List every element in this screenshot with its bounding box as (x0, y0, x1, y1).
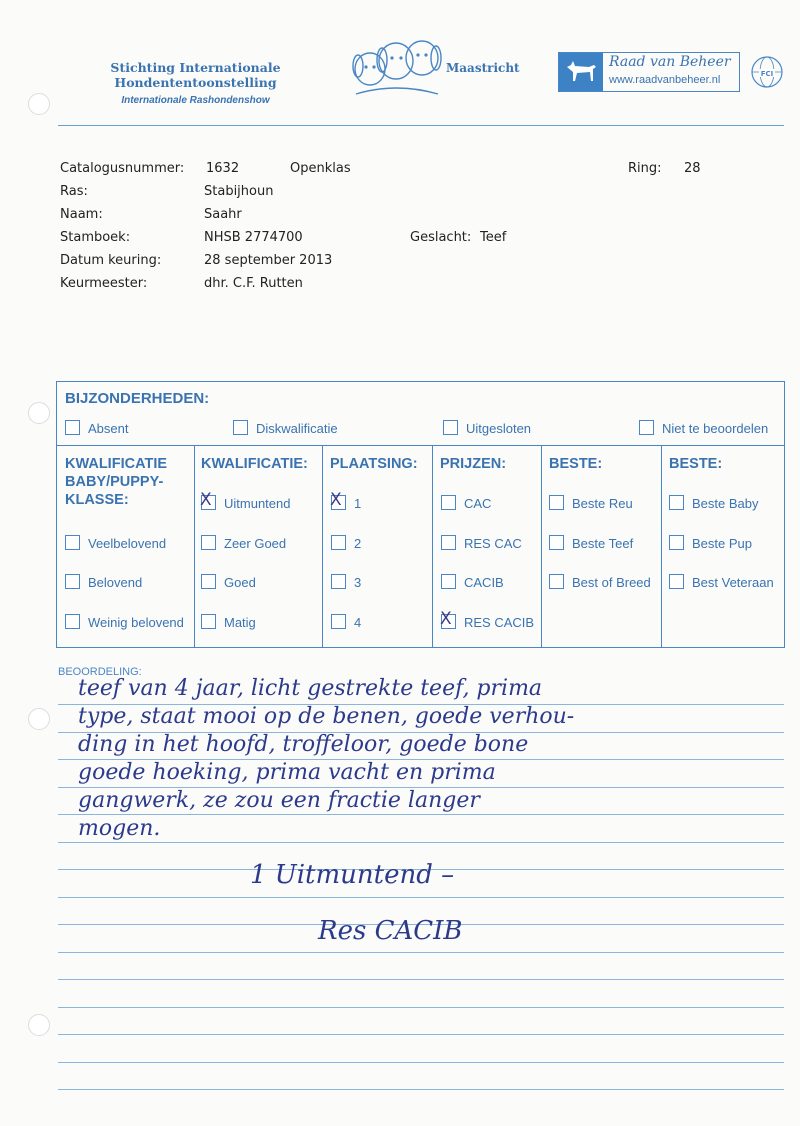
judgement-result: 1 Uitmuntend – (250, 860, 455, 890)
option-label: RES CACIB (464, 615, 535, 630)
checkbox[interactable] (549, 574, 564, 589)
option-goed[interactable] (201, 574, 256, 590)
option-label: RES CAC (464, 536, 522, 551)
punch-hole (28, 402, 50, 424)
option-label: Uitgesloten (466, 421, 532, 436)
option-place-4[interactable] (331, 614, 361, 630)
column-divider (541, 445, 542, 647)
option-label: 3 (354, 575, 362, 590)
punch-hole (28, 1014, 50, 1036)
option-label: 1 (354, 496, 362, 511)
org-subtitle: Internationale Rashondenshow (121, 95, 270, 106)
checkbox[interactable] (65, 574, 80, 589)
option-label: CAC (464, 496, 492, 511)
column-divider (322, 445, 323, 647)
option-place-1[interactable] (331, 495, 361, 511)
ruled-line (58, 1089, 784, 1090)
option-label: Niet te beoordelen (662, 421, 769, 436)
col-header-baby-puppy: KWALIFICATIE BABY/PUPPY-KLASSE: (65, 456, 168, 508)
checkbox[interactable] (443, 420, 458, 435)
judge-value: dhr. C.F. Rutten (204, 276, 303, 291)
option-label: Beste Reu (572, 496, 633, 511)
rvb-logo (558, 52, 740, 92)
option-label: Diskwalificatie (256, 421, 338, 436)
special-excluded[interactable] (443, 420, 531, 436)
checkbox[interactable] (441, 574, 456, 589)
breed-value: Stabijhoun (204, 184, 274, 199)
form-divider (57, 445, 784, 446)
option-belovend[interactable] (65, 574, 142, 590)
checkbox[interactable] (331, 614, 346, 629)
date-value: 28 september 2013 (204, 253, 333, 268)
ring-value: 28 (684, 161, 701, 176)
org-name: Stichting Internationale Hondententoonstelling (110, 60, 281, 90)
checkbox[interactable] (331, 574, 346, 589)
checkbox-checked[interactable] (201, 495, 216, 510)
studbook-label: Stamboek: (60, 230, 131, 245)
option-label: Veelbelovend (88, 536, 167, 551)
fci-globe-icon (750, 54, 784, 90)
option-label: Best Veteraan (692, 575, 774, 590)
catalog-label: Catalogusnummer: (60, 161, 185, 176)
ruled-line (58, 814, 784, 815)
col-header-prizes: PRIJZEN: (440, 456, 507, 472)
ruled-line (58, 979, 784, 980)
header-city: Maastricht (446, 61, 520, 75)
ruled-line (58, 952, 784, 953)
judge-label: Keurmeester: (60, 276, 148, 291)
ruled-line (58, 1007, 784, 1008)
option-label: Best of Breed (572, 575, 651, 590)
option-label: Beste Baby (692, 496, 759, 511)
judgement-line: type, staat mooi op de benen, goede verhou- (78, 704, 575, 729)
judgement-line: mogen. (78, 816, 161, 841)
option-matig[interactable] (201, 614, 256, 630)
option-beste-teef[interactable] (549, 535, 633, 551)
option-place-2[interactable] (331, 535, 361, 551)
judgement-prize: Res CACIB (318, 916, 463, 946)
catalog-value: 1632 (206, 161, 240, 176)
ruled-line (58, 897, 784, 898)
column-divider (194, 445, 195, 647)
fci-label: FCI (760, 70, 774, 78)
option-label: 2 (354, 536, 362, 551)
option-cac[interactable] (441, 495, 491, 511)
option-label: Goed (224, 575, 256, 590)
sex-value: Teef (480, 230, 507, 245)
col-header-best-2: BESTE: (669, 456, 723, 472)
special-absent[interactable] (65, 420, 128, 436)
option-place-3[interactable] (331, 574, 361, 590)
breed-label: Ras: (60, 184, 88, 199)
checkbox[interactable] (331, 535, 346, 550)
checkbox[interactable] (201, 535, 216, 550)
ruled-line (58, 1062, 784, 1063)
option-weinig-belovend[interactable] (65, 614, 184, 630)
puppies-logo-icon (348, 36, 443, 98)
checkbox[interactable] (639, 420, 654, 435)
column-divider (661, 445, 662, 647)
assessment-form (56, 381, 785, 648)
name-label: Naam: (60, 207, 103, 222)
option-best-veteraan[interactable] (669, 574, 774, 590)
special-title: BIJZONDERHEDEN: (65, 390, 210, 407)
punch-hole (28, 708, 50, 730)
checkbox[interactable] (669, 495, 684, 510)
option-uitmuntend[interactable] (201, 495, 290, 511)
option-label: Absent (88, 421, 129, 436)
judgement-line: gangwerk, ze zou een fractie langer (78, 788, 480, 813)
option-beste-pup[interactable] (669, 535, 752, 551)
date-label: Datum keuring: (60, 253, 162, 268)
checkbox[interactable] (669, 535, 684, 550)
name-value: Saahr (204, 207, 242, 222)
checkbox[interactable] (549, 535, 564, 550)
checkbox[interactable] (65, 614, 80, 629)
option-label: Belovend (88, 575, 143, 590)
rvb-website: www.raadvanbeheer.nl (609, 74, 721, 86)
org-block (58, 60, 333, 106)
checkbox[interactable] (549, 495, 564, 510)
studbook-value: NHSB 2774700 (204, 230, 303, 245)
column-divider (432, 445, 433, 647)
option-label: Beste Teef (572, 536, 634, 551)
option-veelbelovend[interactable] (65, 535, 166, 551)
col-header-qualification: KWALIFICATIE: (201, 456, 308, 472)
checkbox[interactable] (441, 495, 456, 510)
punch-hole (28, 93, 50, 115)
ruled-line (58, 842, 784, 843)
ruled-line (58, 1034, 784, 1035)
sex-label: Geslacht: (410, 230, 472, 245)
checkbox[interactable] (201, 614, 216, 629)
judgement-line: teef van 4 jaar, licht gestrekte teef, prima (78, 676, 543, 701)
option-zeer-goed[interactable] (201, 535, 286, 551)
option-res-cac[interactable] (441, 535, 522, 551)
judgement-line: ding in het hoofd, troffeloor, goede bone (78, 732, 529, 757)
option-label: Weinig belovend (88, 615, 184, 630)
special-disqualification[interactable] (233, 420, 338, 436)
checkbox-checked[interactable] (331, 495, 346, 510)
col-header-placement: PLAATSING: (330, 456, 418, 472)
dog-silhouette-icon (559, 53, 603, 91)
checkbox[interactable] (65, 535, 80, 550)
option-best-of-breed[interactable] (549, 574, 651, 590)
option-label: Beste Pup (692, 536, 752, 551)
checkbox[interactable] (441, 535, 456, 550)
option-label: 4 (354, 615, 362, 630)
option-label: Uitmuntend (224, 496, 291, 511)
class-value: Openklas (290, 161, 351, 176)
checkbox[interactable] (669, 574, 684, 589)
option-beste-reu[interactable] (549, 495, 633, 511)
checkbox[interactable] (65, 420, 80, 435)
checkbox[interactable] (201, 574, 216, 589)
option-label: Zeer Goed (224, 536, 287, 551)
judgement-line: goede hoeking, prima vacht en prima (78, 760, 496, 785)
judgement-label: BEOORDELING: (58, 666, 142, 678)
checkbox[interactable] (233, 420, 248, 435)
special-not-judged[interactable] (639, 420, 768, 436)
option-res-cacib[interactable] (441, 614, 534, 630)
col-header-best: BESTE: (549, 456, 603, 472)
option-label: Matig (224, 615, 256, 630)
option-beste-baby[interactable] (669, 495, 759, 511)
rvb-name: Raad van Beheer (609, 54, 731, 70)
option-cacib[interactable] (441, 574, 504, 590)
option-label: CACIB (464, 575, 504, 590)
header-divider (58, 125, 784, 126)
ring-label: Ring: (628, 161, 662, 176)
checkbox-checked[interactable] (441, 614, 456, 629)
